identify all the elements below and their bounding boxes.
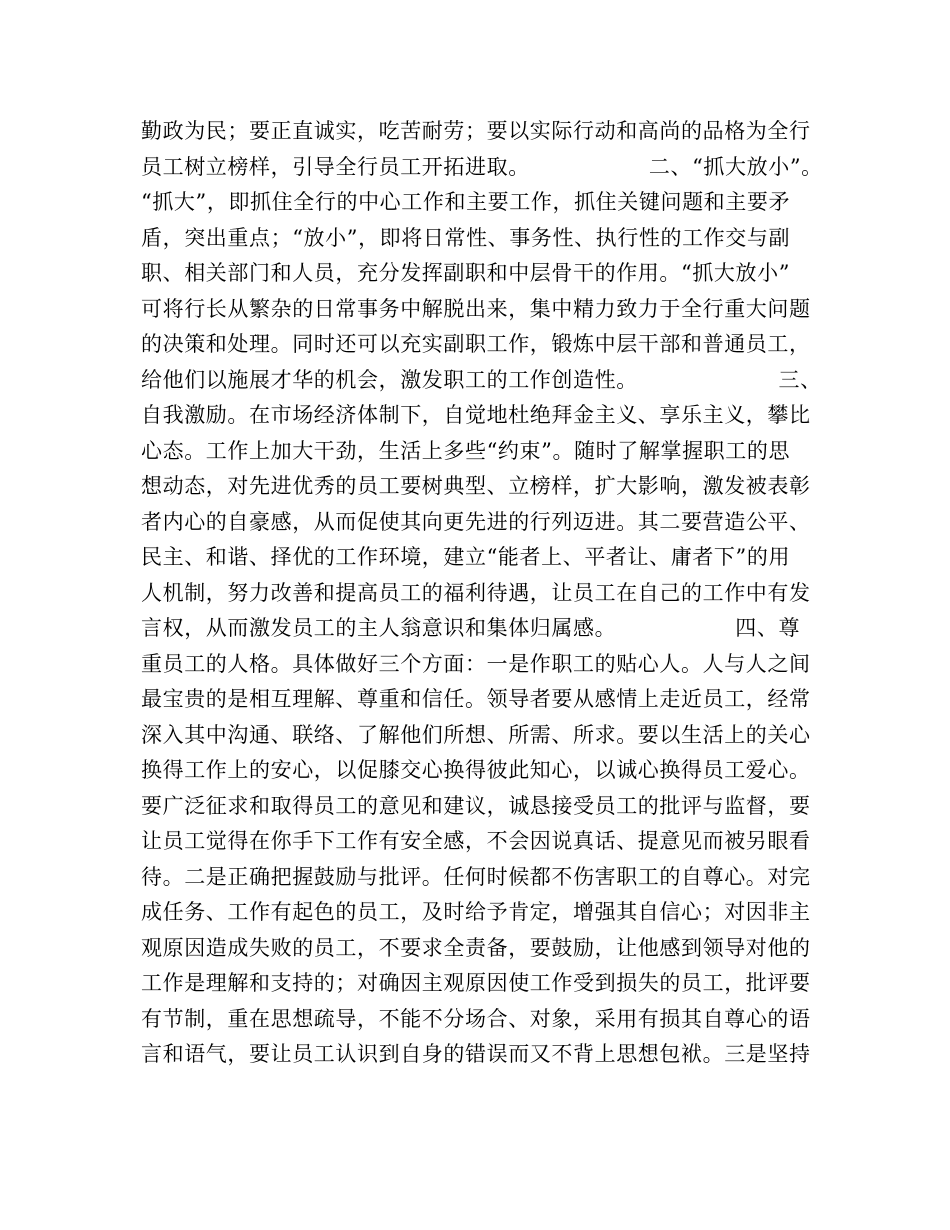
text-line: 工作是理解和支持的；对确因主观原因使工作受到损失的员工，批评要 [141,971,811,995]
text-line: 观原因造成失败的员工，不要求全责备，要鼓励，让他感到领导对他的 [141,935,811,960]
text-line: 人机制，努力改善和提高员工的福利待遇，让员工在自己的工作中有发 [141,580,811,605]
text-line: 重员工的人格。具体做好三个方面：一是作职工的贴心人。人与人之间 [141,651,811,676]
text-line: 勤政为民；要正直诚实，吃苦耐劳；要以实际行动和高尚的品格为全行 [141,119,811,143]
text-line: 盾，突出重点；“放小”，即将日常性、事务性、执行性的工作交与副 [141,225,791,250]
text-line: 想动态，对先进优秀的员工要树典型、立榜样，扩大影响，激发被表彰 [141,474,811,498]
text-line: 换得工作上的安心，以促膝交心换得彼此知心，以诚心换得员工爱心。 [141,758,811,782]
text-line: 的决策和处理。同时还可以充实副职工作，锻炼中层干部和普通员工， [141,332,811,356]
text-line: 言和语气，要让员工认识到自身的错误而又不背上思想包袱。三是坚持 [141,1042,811,1066]
text-line: 最宝贵的是相互理解、尊重和信任。领导者要从感情上走近员工，经常 [141,687,811,711]
text-line: “抓大”，即抓住全行的中心工作和主要工作，抓住关键问题和主要矛 [141,190,791,214]
text-line: 深入其中沟通、联络、了解他们所想、所需、所求。要以生活上的关心 [141,722,811,747]
body-text [141,114,861,1073]
text-line: 待。二是正确把握鼓励与批评。任何时候都不伤害职工的自尊心。对完 [141,864,811,889]
text-line: 给他们以施展才华的机会，激发职工的工作创造性。 三、 [141,367,822,392]
text-line: 可将行长从繁杂的日常事务中解脱出来，集中精力致力于全行重大问题 [141,296,811,321]
text-line: 员工树立榜样，引导全行员工开拓进取。 二、“抓大放小”。 [141,154,823,179]
text-line: 自我激励。在市场经济体制下，自觉地杜绝拜金主义、享乐主义，攀比 [141,403,811,427]
text-line: 让员工觉得在你手下工作有安全感，不会因说真话、提意见而被另眼看 [141,829,811,853]
text-line: 成任务、工作有起色的员工，及时给予肯定，增强其自信心；对因非主 [141,900,811,924]
text-line: 要广泛征求和取得员工的意见和建议，诚恳接受员工的批评与监督，要 [141,793,811,818]
text-line: 者内心的自豪感，从而促使其向更先进的行列迈进。其二要营造公平、 [141,509,811,534]
text-line: 言权，从而激发员工的主人翁意识和集体归属感。 四、尊 [141,616,801,640]
text-line: 心态。工作上加大干劲，生活上多些“约束”。随时了解掌握职工的思 [141,438,791,463]
text-line: 职、相关部门和人员，充分发挥副职和中层骨干的作用。“抓大放小” [141,261,791,285]
text-line: 有节制，重在思想疏导，不能不分场合、对象，采用有损其自尊心的语 [141,1006,811,1031]
text-line: 民主、和谐、择优的工作环境，建立“能者上、平者让、庸者下”的用 [141,545,791,569]
